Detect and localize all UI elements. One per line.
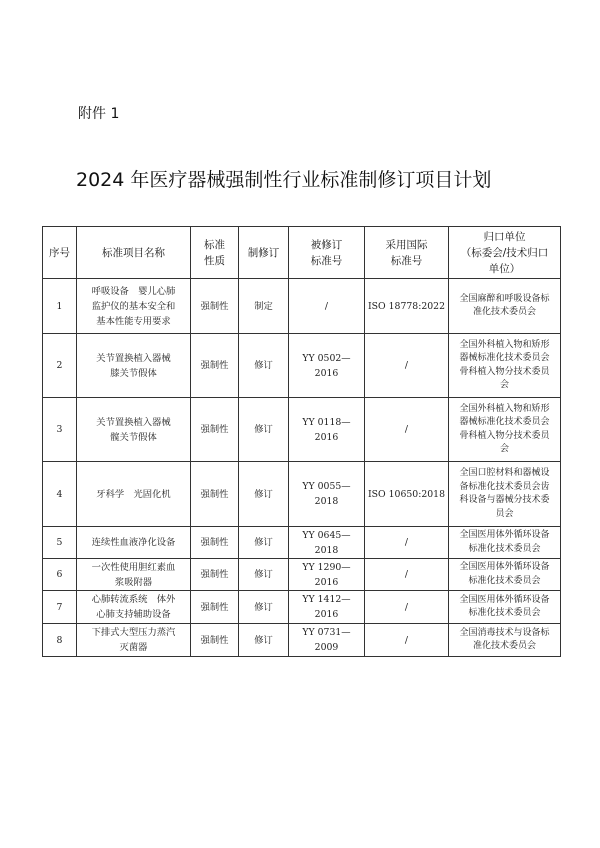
table-row xyxy=(43,591,561,624)
cell-nature: 强制性 xyxy=(191,398,239,462)
cell-dept: 全国医用体外循环设备 标准化技术委员会 xyxy=(449,559,561,591)
cell-seq: 6 xyxy=(43,559,77,591)
table-row xyxy=(43,334,561,398)
table-row xyxy=(43,462,561,527)
cell-dept: 全国医用体外循环设备 标准化技术委员会 xyxy=(449,591,561,624)
cell-dept: 全国外科植入物和矫形 器械标准化技术委员会 骨科植入物分技术委员 会 xyxy=(449,398,561,462)
cell-nature: 强制性 xyxy=(191,279,239,334)
cell-name: 下排式大型压力蒸汽 灭菌器 xyxy=(77,624,191,657)
cell-type: 修订 xyxy=(239,527,289,559)
cell-nature: 强制性 xyxy=(191,591,239,624)
cell-seq: 2 xyxy=(43,334,77,398)
cell-revised: YY 0055— 2018 xyxy=(289,462,365,527)
cell-revised: YY 1290— 2016 xyxy=(289,559,365,591)
cell-revised: YY 1412— 2016 xyxy=(289,591,365,624)
cell-name: 关节置换植入器械 髋关节假体 xyxy=(77,398,191,462)
cell-intl: / xyxy=(365,527,449,559)
cell-intl: / xyxy=(365,334,449,398)
cell-nature: 强制性 xyxy=(191,624,239,657)
cell-type: 修订 xyxy=(239,334,289,398)
cell-revised: YY 0118— 2016 xyxy=(289,398,365,462)
header-name: 标准项目名称 xyxy=(77,227,191,279)
cell-revised: / xyxy=(289,279,365,334)
cell-dept: 全国消毒技术与设备标 准化技术委员会 xyxy=(449,624,561,657)
cell-nature: 强制性 xyxy=(191,559,239,591)
header-nature: 标准 性质 xyxy=(191,227,239,279)
attachment-label: 附件 1 xyxy=(78,106,120,122)
cell-seq: 1 xyxy=(43,279,77,334)
cell-type: 修订 xyxy=(239,559,289,591)
cell-revised: YY 0502— 2016 xyxy=(289,334,365,398)
table-header-row xyxy=(43,227,561,279)
header-seq: 序号 xyxy=(43,227,77,279)
page-title: 2024 年医疗器械强制性行业标准制修订项目计划 xyxy=(76,169,492,191)
cell-seq: 7 xyxy=(43,591,77,624)
cell-name: 心肺转流系统 体外 心肺支持辅助设备 xyxy=(77,591,191,624)
header-intl-standard: 采用国际 标准号 xyxy=(365,227,449,279)
cell-dept: 全国外科植入物和矫形 器械标准化技术委员会 骨科植入物分技术委员 会 xyxy=(449,334,561,398)
header-revised-standard: 被修订 标准号 xyxy=(289,227,365,279)
table-row xyxy=(43,398,561,462)
cell-intl: / xyxy=(365,398,449,462)
cell-nature: 强制性 xyxy=(191,462,239,527)
cell-seq: 3 xyxy=(43,398,77,462)
cell-intl: ISO 18778:2022 xyxy=(365,279,449,334)
cell-revised: YY 0645— 2018 xyxy=(289,527,365,559)
cell-type: 制定 xyxy=(239,279,289,334)
cell-intl: / xyxy=(365,559,449,591)
cell-seq: 5 xyxy=(43,527,77,559)
cell-name: 牙科学 光固化机 xyxy=(77,462,191,527)
cell-name: 一次性使用胆红素血 浆吸附器 xyxy=(77,559,191,591)
cell-intl: ISO 10650:2018 xyxy=(365,462,449,527)
header-dept: 归口单位 （标委会/技术归口 单位） xyxy=(449,227,561,279)
cell-type: 修订 xyxy=(239,591,289,624)
table-row xyxy=(43,559,561,591)
cell-nature: 强制性 xyxy=(191,527,239,559)
standards-plan-table xyxy=(42,226,561,657)
cell-dept: 全国医用体外循环设备 标准化技术委员会 xyxy=(449,527,561,559)
cell-type: 修订 xyxy=(239,398,289,462)
cell-intl: / xyxy=(365,591,449,624)
cell-type: 修订 xyxy=(239,462,289,527)
table-row xyxy=(43,527,561,559)
cell-intl: / xyxy=(365,624,449,657)
table-row xyxy=(43,279,561,334)
header-type: 制修订 xyxy=(239,227,289,279)
cell-name: 关节置换植入器械 膝关节假体 xyxy=(77,334,191,398)
cell-type: 修订 xyxy=(239,624,289,657)
table-row xyxy=(43,624,561,657)
cell-name: 呼吸设备 婴儿心肺 监护仪的基本安全和 基本性能专用要求 xyxy=(77,279,191,334)
cell-revised: YY 0731— 2009 xyxy=(289,624,365,657)
cell-seq: 8 xyxy=(43,624,77,657)
cell-dept: 全国麻醉和呼吸设备标 准化技术委员会 xyxy=(449,279,561,334)
cell-name: 连续性血液净化设备 xyxy=(77,527,191,559)
cell-dept: 全国口腔材料和器械设 备标准化技术委员会齿 科设备与器械分技术委 员会 xyxy=(449,462,561,527)
cell-seq: 4 xyxy=(43,462,77,527)
cell-nature: 强制性 xyxy=(191,334,239,398)
